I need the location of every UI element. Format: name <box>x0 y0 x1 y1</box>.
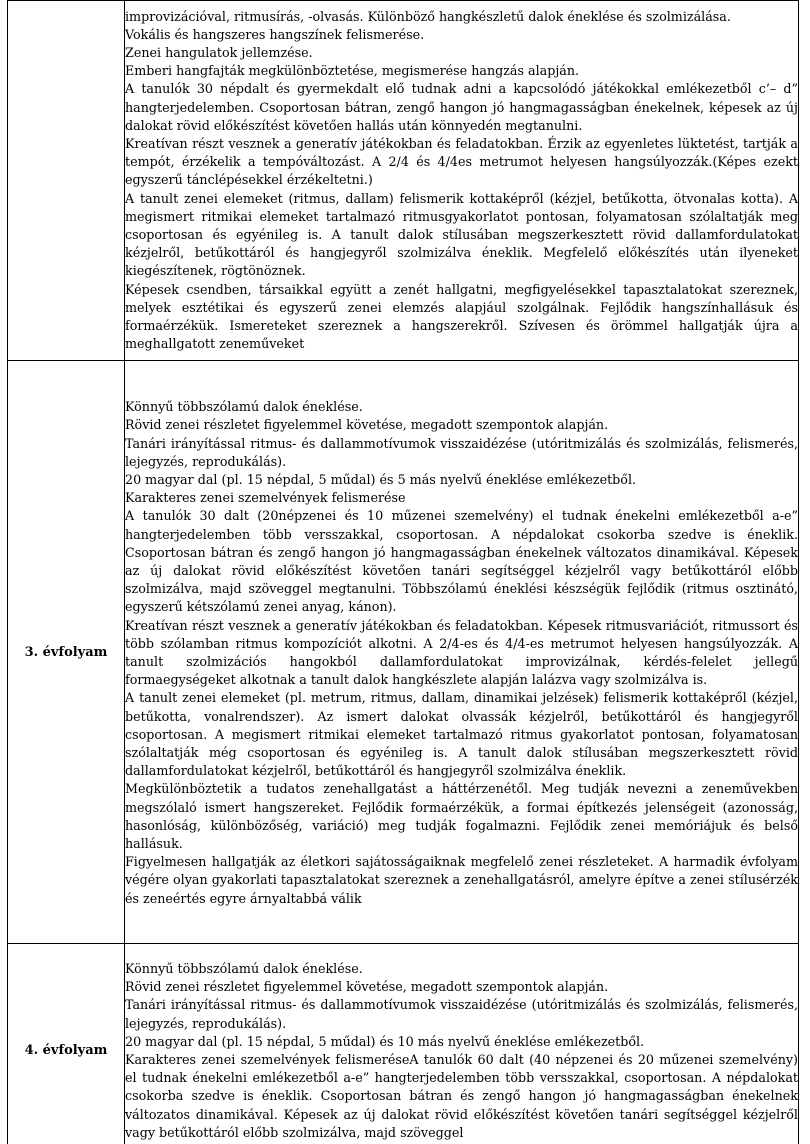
paragraph: Karakteres zenei szemelvények felismeréseA tanulók 60 dalt (40 népzenei és 20 műzenei szemelvény) el tudnak énekelni emlékezetből a-e” hangterjedelemben több versszakkal, csoportosan. A népdalokat csokorba szedve is éneklik. Csoportosan bátran és zengő hangon jó hangmagasságban énekelnek változatos dinamikával. Képesek az új dalokat rövid előkészítést követően tanári segítséggel kézjelről vagy betűkottáról előbb szolmizálva, majd szöveggel <box>125 1052 798 1140</box>
curriculum-table <box>7 0 799 1144</box>
paragraph: Rövid zenei részletet figyelemmel követése, megadott szempontok alapján. <box>125 979 609 995</box>
paragraph: Kreatívan részt vesznek a generatív játékokban és feladatokban. Képesek ritmusvariációt, ritmussort és több szólamban ritmus kompozíciót alkotni. A 2/4-es és 4/4-es metrumot helyesen hangsúlyozzák. A tanult szolmizációs hangokból dallamfordulatokat improvizálnak, kérdés-felelet jellegű formaegységeket alkotnak a tanult dalok hangkészlete alapján lalázva vagy szolmizálva is. <box>125 617 798 688</box>
paragraph: 20 magyar dal (pl. 15 népdal, 5 műdal) és 5 más nyelvű éneklése emlékezetből. <box>125 471 637 487</box>
paragraph: Emberi hangfajták megkülönböztetése, megismerése hangzás alapján. <box>125 63 580 79</box>
paragraph: 20 magyar dal (pl. 15 népdal, 5 műdal) és 10 más nyelvű éneklése emlékezetből. <box>125 1033 645 1049</box>
paragraph: Vokális és hangszeres hangszínek felismerése. <box>125 26 425 42</box>
requirements-cell <box>125 1 799 361</box>
paragraph: A tanulók 30 népdalt és gyermekdalt elő tudnak adni a kapcsolódó játékokkal emlékezetből c’– d” hangterjedelemben. Csoportosan bátran, zengő hangon jó hangmagasságban énekelnek, képesek az új dalokat rövid előkészítést követően hallás után könnyedén megtanulni. <box>125 81 798 133</box>
table-row <box>8 361 799 944</box>
paragraph: Könnyű többszólamú dalok éneklése. <box>125 960 363 976</box>
paragraph: Könnyű többszólamú dalok éneklése. <box>125 399 363 415</box>
paragraph: Karakteres zenei szemelvények felismerése <box>125 490 406 506</box>
paragraph: A tanult zenei elemeket (ritmus, dallam) felismerik kottaképről (kézjel, betűkotta, ötvonalas kotta). A megismert ritmikai elemeket tartalmazó ritmusgyakorlatot pontosan, folyamatosan szólaltatják meg csoportosan és egyénileg is. A tanult dalok stílusában megszerkesztett rövid dallamfordulatokat kézjelről, betűkottáról és hangjegyről szolmizálva éneklik. Megfelelő előkészítés után ilyeneket kiegészítenek, rögtönöznek. <box>125 190 798 279</box>
paragraph: Megkülönböztetik a tudatos zenehallgatást a háttérzenétől. Meg tudják nevezni a zeneművekben megszólaló ismert hangszereket. Fejlődik formaérzékük, a formai építkezés jelenségeit (azonosság, hasonlóság, különbözőség, variáció) meg tudják fogalmazni. Fejlődik zenei memóriájuk és belső hallásuk. <box>125 781 798 852</box>
paragraph: Képesek csendben, társaikkal együtt a zenét hallgatni, megfigyelésekkel tapasztalatokat szereznek, melyek esztétikai és egyszerű zenei elemzés alapjául szolgálnak. Fejlődik hangszínhallásuk és formaérzékük. Ismereteket szereznek a hangszerekről. Szívesen és örömmel hallgatják újra a meghallgatott zeneműveket <box>125 281 798 352</box>
paragraph: A tanulók 30 dalt (20népzenei és 10 műzenei szemelvény) el tudnak énekelni emlékezetből a-e” hangterjedelemben több versszakkal, csoportosan. A népdalokat csokorba szedve is éneklik. Csoportosan bátran és zengő hangon jó hangmagasságban énekelnek változatos dinamikával. Képesek az új dalokat rövid előkészítést követően tanári segítséggel kézjelről vagy betűkottáról előbb szolmizálva, majd szöveggel megtanulni. Többszólamú éneklési készségük fejlődik (ritmus osztinátó, egyszerű kétszólamú zenei anyag, kánon). <box>125 508 798 615</box>
grade-label-cell <box>8 1 125 361</box>
paragraph: Tanári irányítással ritmus- és dallammotívumok visszaidézése (utóritmizálás és szolmizálás, felismerés, lejegyzés, reprodukálás). <box>125 435 798 469</box>
paragraph: Zenei hangulatok jellemzése. <box>125 44 313 60</box>
table-row <box>8 944 799 1144</box>
grade-label-cell: 3. évfolyam <box>8 361 125 944</box>
requirements-cell <box>125 944 799 1144</box>
paragraph: Kreatívan részt vesznek a generatív játékokban és feladatokban. Érzik az egyenletes lüktetést, tartják a tempót, érzékelik a tempóváltozást. A 2/4 és 4/4es metrumot helyesen hangsúlyozzák.(Képes ezekt egyszerű tánclépésekkel érzékeltetni.) <box>125 135 798 188</box>
paragraph: Tanári irányítással ritmus- és dallammotívumok visszaidézése (utóritmizálás és szolmizálás, felismerés, lejegyzés, reprodukálás). <box>125 997 798 1031</box>
paragraph: Figyelmesen hallgatják az életkori sajátosságaiknak megfelelő zenei részleteket. A harmadik évfolyam végére olyan gyakorlati tapasztalatokat szereznek a zenehallgatásról, amelyre építve a zenei stílusérzék és zeneértés egyre árnyaltabbá válik <box>125 854 798 906</box>
requirements-cell <box>125 361 799 944</box>
grade-label-cell: 4. évfolyam <box>8 944 125 1144</box>
table-row <box>8 1 799 361</box>
paragraph: Rövid zenei részletet figyelemmel követése, megadott szempontok alapján. <box>125 417 609 433</box>
paragraph: A tanult zenei elemeket (pl. metrum, ritmus, dallam, dinamikai jelzések) felismerik kottaképről (kézjel, betűkotta, vonalrendszer). Az ismert dalokat olvassák kézjelről, betűkottáról és hangjegyről csoportosan. A megismert ritmikai elemeket tartalmazó ritmus gyakorlatot pontosan, folyamatosan szólaltatják még csoportosan és egyénileg is. A tanult dalok stílusában megszerkesztett rövid dallamfordulatokat kézjelről, betűkottáról és hangjegyről szolmizálva éneklik. <box>125 690 798 779</box>
paragraph: improvizációval, ritmusírás, -olvasás. Különböző hangkészletű dalok éneklése és szolmizálása. <box>125 8 731 24</box>
